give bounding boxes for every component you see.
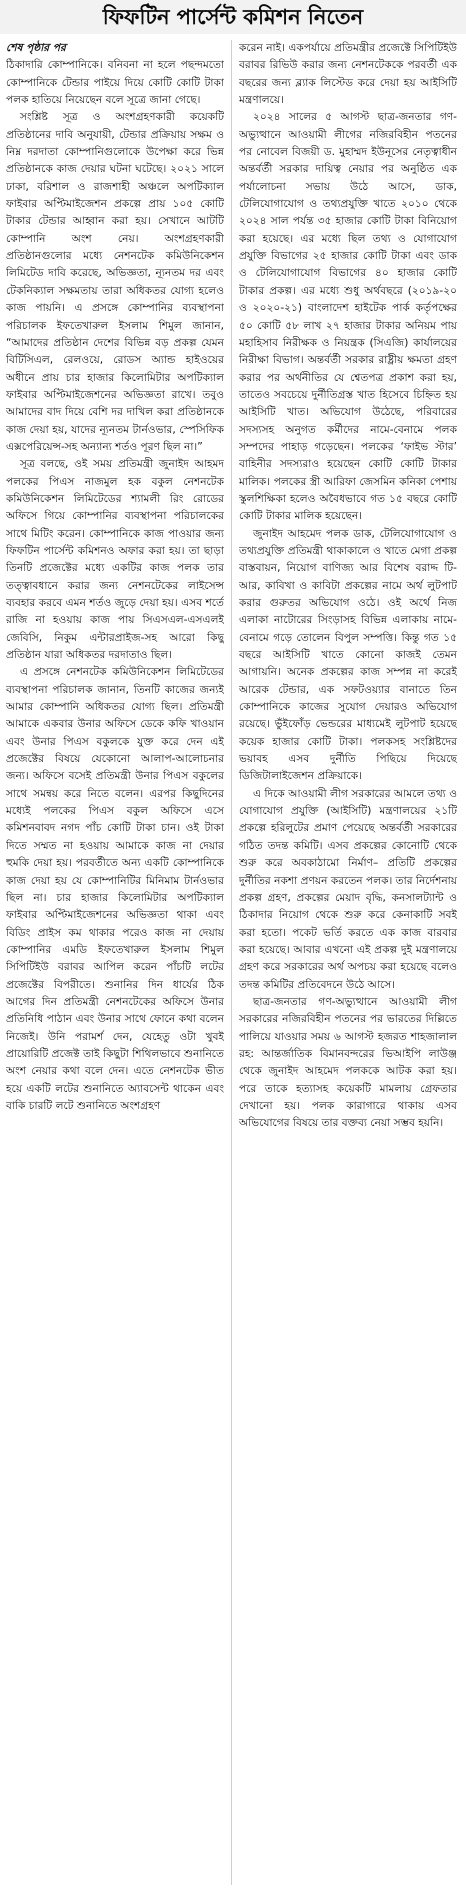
right-column [239, 40, 457, 1885]
continuation-label [6, 40, 224, 57]
left-column [6, 40, 224, 1885]
paragraph: ঠিকাদারি কোম্পানিকে। বনিবনা না হলে পছন্দমতো কোম্পানিকে টেন্ডার পাইয়ে দিয়ে কোটি কোটি টাকা পলক হাতিয়ে নিয়েছেন বলে সূত্রে জানা গেছে। [6, 59, 224, 107]
continuation-label-text: শেষ পৃষ্ঠার পর [6, 42, 66, 54]
article-body [0, 40, 466, 1885]
paragraph: সূত্র বলছে, ওই সময় প্রতিমন্ত্রী জুনাইদ আহমদ পলকের পিএস নাজমুল হক বকুল নেশনটেক কমিউনিকেশন লিমিটেডের শ্যামলী রিং রোডের অফিসে গিয়ে কোম্পানির ব্যবস্থাপনা পরিচালকের সাথে মিটিং করেন। কোম্পানিকে কাজ পাওয়ার জন্য ফিফটিন পার্সেন্ট কমিশনও অফার করা হয়। তা ছাড়া তিনটি প্রজেক্টের মধ্যে একটির কাজ পলক তার তত্ত্বাবধানে করার জন্য নেশনটেকের লাইসেন্স ব্যবহার করবে এমন শর্তও জুড়ে দেয়া হয়। এসব শর্তে রাজি না হওয়ায় কাজ পায় সিএসএল-এসএলই জেবিসি, নিকুম এন্টারপ্রাইজ-সহ আরো কিছু প্রতিষ্ঠান যারা অধিকতর দরদাতাও ছিল। [6, 458, 224, 662]
headline: ফিফটিন পার্সেন্ট কমিশন নিতেন [102, 5, 364, 29]
paragraph: এ প্রসঙ্গে নেশনটেক কমিউনিকেশন লিমিটেডের ব্যবস্থাপনা পরিচালক জানান, তিনটি কাজের জন্যই আমার কোম্পানি অধিকতর যোগ্য ছিল। প্রতিমন্ত্রী আমাকে একবার উনার অফিসে ডেকে কফি খাওয়ান এবং উনার পিএস বকুলকে যুক্ত করে দেন এই প্রজেক্টের বিষয়ে যেকোনো আলাপ-আলোচনার জন্য। অফিসে বসেই প্রতিমন্ত্রী উনার পিএস বকুলের সাথে সমন্বয় করে নিতে বলেন। এরপর কিছুদিনের মধ্যেই পলকের পিএস বকুল অফিসে এসে কমিশনবাবদ নগদ পাঁচ কোটি টাকা চান। ওই টাকা দিতে সম্মত না হওয়ায় আমাকে কাজ না দেয়ার হুমকি দেয়া হয়। পরবর্তীতে অন্য একটি কোম্পানিকে কাজ দেয়া হয় যে কোম্পানিটির মিনিমাম টার্নওভার ছিল না। চার হাজার কিলোমিটার অপটিক্যাল ফাইবার অপ্টিমাইজেশনের অভিজ্ঞতা থাকা এবং বিডিং প্রাইস কম থাকার পরেও কাজ না দেয়ায় কোম্পানির এমডি ইফতেখারুল ইসলাম শিমুল সিপিটিইউ বরাবর আপিল করেন পাঁচটি লটের প্রজেক্টের বিপরীতে। শুনানির দিন ধার্যের ঠিক আগের দিন প্রতিমন্ত্রী নেশনটেকের অফিসে উনার প্রতিনিধি পাঠান এবং উনার সাথে ফোনে কথা বলেন নিজেই। উনি পরামর্শ দেন, যেহেতু ওটা খুবই প্রায়োরিটি প্রজেক্ট তাই কিছুটা শিথিলভাবে শুনানিতে অংশ নেয়ার কথা বলে দেন। এতে নেশনটেক ভীত হয়ে একটি লটের শুনানিতে অ্যাবসেন্ট থাকেন এবং বাকি চারটি লটে শুনানিতে অংশগ্রহণ [6, 666, 224, 1112]
paragraph: সংশ্লিষ্ট সূত্র ও অংশগ্রহণকারী কয়েকটি প্রতিষ্ঠানের দাবি অনুযায়ী, টেন্ডার প্রক্রিয়ায় সক্ষম ও নিম্ন দরদাতা কোম্পানিগুলোকে উপেক্ষা করে ভিন্ন প্রতিষ্ঠানকে কাজ দেয়ার ঘটনা ঘটেছে। ২০২১ সালে ঢাকা, বরিশাল ও রাজশাহী অঞ্চলে অপটিক্যাল ফাইবার অপ্টিমাইজেশন প্রকল্পে প্রায় ১০৫ কোটি টাকার টেন্ডার আহ্বান করা হয়। সেখানে আটটি কোম্পানি অংশ নেয়। অংশগ্রহণকারী প্রতিষ্ঠানগুলোর মধ্যে নেশনটেক কমিউনিকেশন লিমিটেড দাবি করেছে, অভিজ্ঞতা, ন্যূনতম দর এবং টেকনিক্যাল সক্ষমতায় তারা অধিকতর যোগ্য হলেও কাজ পায়নি। এ প্রসঙ্গে কোম্পানির ব্যবস্থাপনা পরিচালক ইফতেখারুল ইসলাম শিমুল জানান, “আমাদের প্রতিষ্ঠান দেশের বিভিন্ন বড় প্রকল্প যেমন বিটিসিএল, রেলওয়ে, রোডস অ্যান্ড হাইওয়ের অধীনে প্রায় চার হাজার কিলোমিটার অপটিক্যাল ফাইবার অপ্টিমাইজেশনের অভিজ্ঞতা রাখে। তবুও আমাদের বাদ দিয়ে বেশি দর দাখিল করা প্রতিষ্ঠানকে কাজ দেয়া হয়, যাদের ন্যূনতম টার্নওভার, স্পেসিফিক এক্সপেরিয়েন্স-সহ অন্যান্য শর্তও পূরণ ছিল না।” [6, 111, 224, 453]
paragraph: করেন নাই। একপর্যায়ে প্রতিমন্ত্রীর প্রজেক্টে সিপিটিইউ বরাবর রিভিউ করার জন্য নেশনটেককে পরবর্তী এক বছরের জন্য ব্ল্যাক লিস্টেড করে দেয়া হয় আইসিটি মন্ত্রণালয়ে। [239, 42, 457, 107]
paragraph: ২০২৪ সালের ৫ আগস্ট ছাত্র-জনতার গণ-অভ্যুত্থানে আওয়ামী লীগের নজিরবিহীন পতনের পর নোবেল বিজয়ী ড. মুহাম্মদ ইউনূসের নেতৃত্বাধীন অন্তর্বর্তী সরকার দায়িত্ব নেয়ার পর অনুষ্ঠিত এক পর্যালোচনা সভায় উঠে আসে, ডাক, টেলিযোগাযোগ ও তথ্যপ্রযুক্তি খাতে ২০১০ থেকে ২০২৪ সাল পর্যন্ত ৩৫ হাজার কোটি টাকা বিনিয়োগ করা হয়েছে। এর মধ্যে ছিল তথ্য ও যোগাযোগ প্রযুক্তি বিভাগের ২৫ হাজার কোটি টাকা এবং ডাক ও টেলিযোগাযোগ বিভাগের ৪০ হাজার কোটি টাকার প্রকল্প। এর মধ্যে শুধু অর্থবছরে (২০১৯-২০ ও ২০২০-২১) বাংলাদেশ হাইটেক পার্ক কর্তৃপক্ষের ৫০ কোটি ৫৮ লাখ ২৭ হাজার টাকার অনিয়ম পায় মহাহিসাব নিরীক্ষক ও নিয়ন্ত্রক (সিএজি) কার্যালয়ের নিরীক্ষা বিভাগ। অন্তর্বর্তী সরকার রাষ্ট্রীয় ক্ষমতা গ্রহণ করার পর অর্থনীতির যে শ্বেতপত্র প্রকাশ করা হয়, তাতেও সবচেয়ে দুর্নীতিগ্রস্ত খাত হিসেবে চিহ্নিত হয় আইসিটি খাত। অভিযোগ উঠেছে, পরিবারের সদস্যসহ অনুগত কর্মীদের নামে-বেনামে পলক সম্পদের পাহাড় গড়েছেন। পলকের ‘ফাইভ স্টার’ বাহিনীর সদস্যরাও হয়েছেন কোটি কোটি টাকার মালিক। পলকের স্ত্রী আরিফা জেসমিন কনিকা পেশায় স্কুলশিক্ষিকা হলেও অবৈধভাবে গত ১৫ বছরে কোটি কোটি টাকার মালিক হয়েছেন। [239, 111, 457, 523]
paragraph: জুনাইদ আহমেদ পলক ডাক, টেলিযোগাযোগ ও তথ্যপ্রযুক্তি প্রতিমন্ত্রী থাকাকালে ও খাতে মেগা প্রকল্প বাস্তবায়ন, নিয়োগ বাণিজ্য আর বিশেষ বরাদ্দ টি-আর, কাবিখা ও কাবিটা প্রকল্পের নামে অর্থ লুটপাট করার গুরুতর অভিযোগ ওঠে। ওই অর্থে নিজ এলাকা নাটোরের সিংড়াসহ বিভিন্ন এলাকায় নামে-বেনামে গড়ে তোলেন বিপুল সম্পত্তি। কিন্তু গত ১৫ বছরে আইসিটি খাতে কোনো কাজই তেমন আগায়নি। অনেক প্রকল্পের কাজ সম্পন্ন না করেই আরেক টেন্ডার, এক সফটওয়্যার বানাতে তিন কোম্পানিকে কাজের সুযোগ দেয়ারও অভিযোগ রয়েছে। ভুঁইফোঁড় ভেন্ডরের মাধ্যমেই লুটপাট হয়েছে কয়েক হাজার কোটি টাকা। পলকসহ সংশ্লিষ্টদের ভয়াবহ এসব দুর্নীতি পিছিয়ে দিয়েছে ডিজিটালাইজেশন প্রক্রিয়াকে। [239, 527, 457, 783]
paragraph: এ দিকে আওয়ামী লীগ সরকারের আমলে তথ্য ও যোগাযোগ প্রযুক্তি (আইসিটি) মন্ত্রণালয়ের ২১টি প্রকল্পে হরিলুটের প্রমাণ পেয়েছে অন্তর্বর্তী সরকারের গঠিত তদন্ত কমিটি। এসব প্রকল্পের কোনোটি থেকে শুরু করে অবকাঠামো নির্মাণ– প্রতিটি প্রকল্পের দুর্নীতির নকশা প্রণয়ন করতেন পলক। তার নির্দেশনায় প্রকল্প গ্রহণ, প্রকল্পের মেয়াদ বৃদ্ধি, কনসালট্যান্ট ও ঠিকাদার নিয়োগ থেকে শুরু করে কেনাকাটি সবই করা হতো। পকেট ভর্তি করতে এক কাজ বারবার করা হয়েছে। আবার এখনো এই প্রকল্প দুই মন্ত্রণালয়ে গ্রহণ করে সরকারের অর্থ অপচয় করা হয়েছে বলেও তদন্ত কমিটির প্রতিবেদনে উঠে আসে। [239, 787, 457, 991]
headline-banner [0, 0, 466, 34]
paragraph: ছাত্র-জনতার গণ-অভ্যুত্থানে আওয়ামী লীগ সরকারের নজিরবিহীন পতনের পর ভারতের দিল্লিতে পালিয়ে যাওয়ার সময় ৬ আগস্ট হজরত শাহজালাল রহ: আন্তর্জাতিক বিমানবন্দরের ভিআইপি লাউঞ্জ থেকে জুনাইদ আহমেদ পলককে আটক করা হয়। পরে তাকে হত্যাসহ কয়েকটি মামলায় গ্রেফতার দেখানো হয়। পলক কারাগারে থাকায় এসব অভিযোগের বিষয়ে তার বক্তব্য নেয়া সম্ভব হয়নি। [239, 995, 457, 1130]
